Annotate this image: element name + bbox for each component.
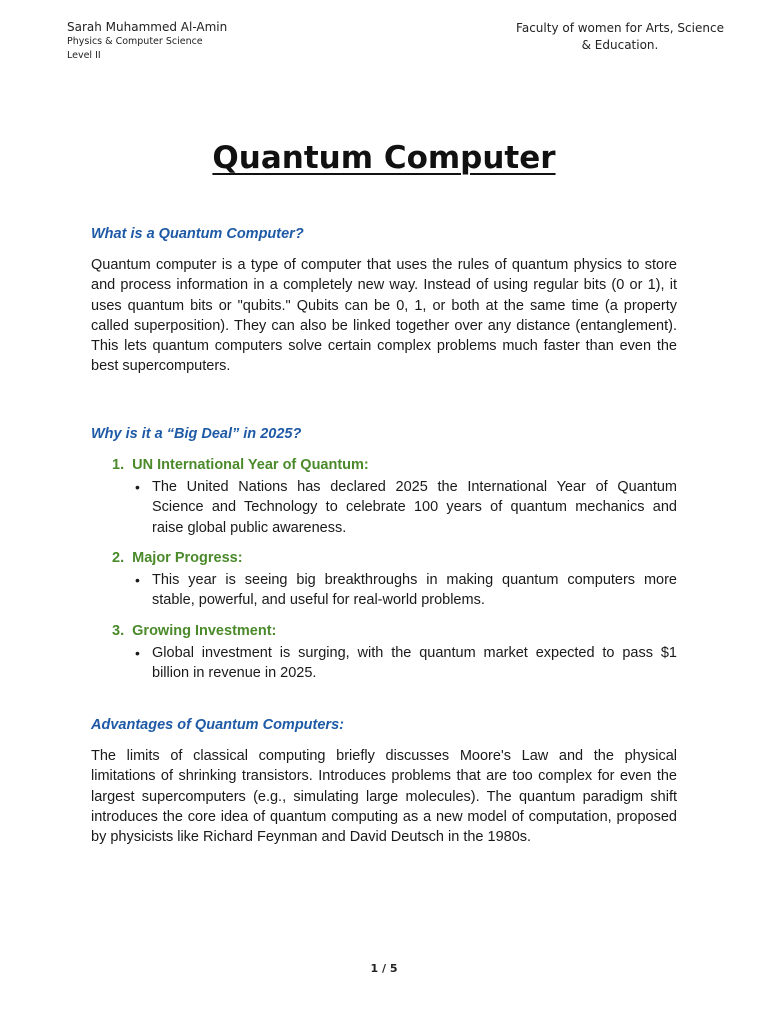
- bullet-text: [152, 477, 677, 538]
- bullet-dot: •: [135, 645, 140, 661]
- paragraph-line: introduces the core idea of quantum computing as a new model of computation, proposed: [91, 808, 677, 825]
- paragraph-line: largest supercomputers (e.g., simulating large molecules). The quantum paradigm shift: [91, 788, 677, 805]
- paragraph-line: by physicists like Richard Feynman and David Deutsch in the 1980s.: [91, 829, 532, 846]
- section-paragraph-advantages: [91, 746, 677, 847]
- list-item-title-text: UN International Year of Quantum:: [132, 457, 369, 473]
- section-heading-why: Why is it a “Big Deal” in 2025?: [91, 426, 302, 442]
- page-number: 1 / 5: [370, 962, 398, 975]
- bullet-text: [152, 570, 677, 611]
- list-item-number: 2.: [112, 550, 125, 566]
- faculty-info: [505, 20, 735, 54]
- bullet-line: The United Nations has declared 2025 the International Year of Quantum: [152, 479, 677, 495]
- bullet-line: raise global public awareness.: [152, 519, 347, 536]
- bullet-line: stable, powerful, and useful for real-world problems.: [152, 592, 485, 609]
- department: Physics & Computer Science: [67, 36, 203, 47]
- paragraph-line: limitations of shrinking transistors. Introduces problems that are too complex for even the: [91, 768, 677, 785]
- paragraph-line: best supercomputers.: [91, 358, 231, 375]
- bullet-text: [152, 643, 677, 684]
- level: Level II: [67, 50, 101, 61]
- paragraph-line: called superposition). They can also be linked together over any distance (entanglement).: [91, 317, 677, 334]
- list-item-title-text: Growing Investment:: [132, 623, 277, 639]
- bullet-line: This year is seeing big breakthroughs in making quantum computers more: [152, 572, 677, 588]
- paragraph-line: Quantum computer is a type of computer that uses the rules of quantum physics to store: [91, 257, 677, 273]
- list-item-title: [112, 549, 243, 567]
- list-item-title: [112, 456, 369, 474]
- list-item-number: 3.: [112, 623, 125, 639]
- paragraph-line: uses quantum bits or "qubits." Qubits can be 0, 1, or both at the same time (a property: [91, 297, 677, 314]
- page-title: Quantum Computer: [212, 140, 556, 176]
- section-heading-advantages: Advantages of Quantum Computers:: [91, 717, 344, 733]
- bullet-dot: •: [135, 479, 140, 495]
- paragraph-line: This lets quantum computers solve certain complex problems much faster than even the: [91, 338, 677, 355]
- list-item-title: [112, 622, 276, 640]
- paragraph-line: The limits of classical computing briefly discusses Moore's Law and the physical: [91, 748, 677, 764]
- bullet-dot: •: [135, 572, 140, 588]
- faculty-line-1: Faculty of women for Arts, Science: [516, 21, 724, 35]
- list-item-title-text: Major Progress:: [132, 550, 243, 566]
- section-paragraph-what: [91, 255, 677, 377]
- list-item-number: 1.: [112, 457, 125, 473]
- section-heading-what: What is a Quantum Computer?: [91, 226, 304, 242]
- bullet-line: Global investment is surging, with the quantum market expected to pass $1: [152, 645, 677, 661]
- bullet-line: Science and Technology to celebrate 100 years of quantum mechanics and: [152, 499, 677, 516]
- author-info: [67, 19, 227, 63]
- bullet-line: billion in revenue in 2025.: [152, 665, 317, 682]
- faculty-line-2: & Education.: [581, 38, 659, 52]
- paragraph-line: and process information in a completely new way. Instead of using regular bits (0 or 1), it: [91, 277, 677, 294]
- author-name: Sarah Muhammed Al-Amin: [67, 20, 228, 34]
